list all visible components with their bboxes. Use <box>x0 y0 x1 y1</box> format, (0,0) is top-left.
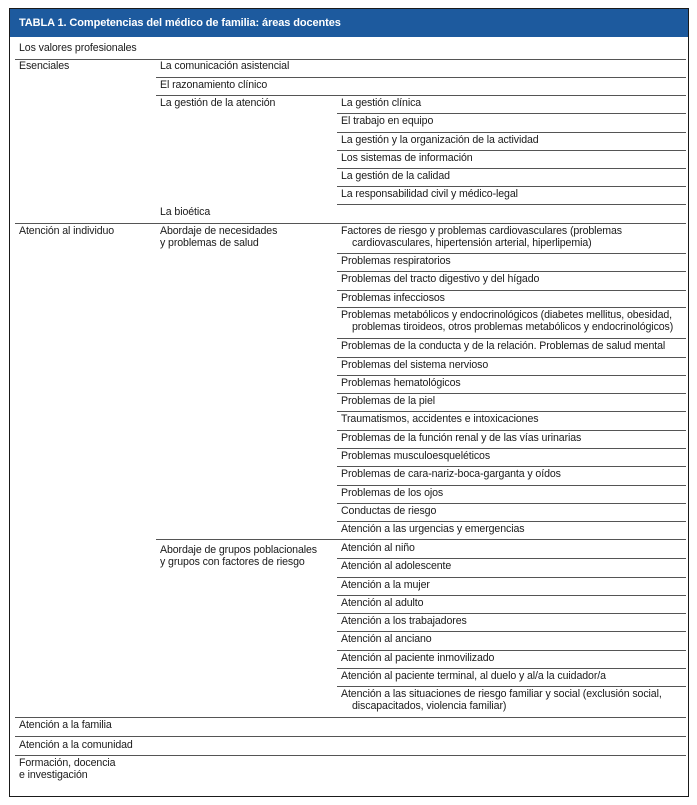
row-divider <box>337 577 686 578</box>
area-valores: Los valores profesionales <box>19 42 137 54</box>
row-divider <box>15 755 686 756</box>
list-item: La gestión de la calidad <box>341 170 450 182</box>
list-item: Problemas hematológicos <box>341 377 461 389</box>
list-item: Traumatismos, accidentes e intoxicaciones <box>341 413 539 425</box>
list-item: Problemas de los ojos <box>341 487 444 499</box>
esencial-gestion-atencion: La gestión de la atención <box>160 97 276 109</box>
list-item: Problemas musculoesqueléticos <box>341 450 491 462</box>
row-divider <box>337 253 686 254</box>
list-item: Factores de riesgo y problemas cardiovasculares (problemas cardiovasculares, hipertensión arterial, hiperlipemia) <box>341 225 622 249</box>
row-divider <box>15 717 686 718</box>
list-item: Atención a las urgencias y emergencias <box>341 523 525 535</box>
row-divider <box>337 204 686 205</box>
row-divider <box>337 271 686 272</box>
row-divider <box>156 77 686 78</box>
list-item: Atención al adulto <box>341 597 424 609</box>
list-item: Atención al anciano <box>341 633 432 645</box>
esencial-bioetica: La bioética <box>160 206 211 218</box>
area-esenciales: Esenciales <box>19 60 70 72</box>
table-title: TABLA 1. Competencias del médico de familia: áreas docentes <box>10 9 688 37</box>
list-item: Problemas infecciosos <box>341 292 445 304</box>
list-item: Problemas de la conducta y de la relación. Problemas de salud mental <box>341 340 666 352</box>
row-divider <box>337 168 686 169</box>
list-item: Atención al niño <box>341 542 415 554</box>
list-item: Problemas de la función renal y de las vías urinarias <box>341 432 582 444</box>
area-familia: Atención a la familia <box>19 719 112 731</box>
area-formacion: Formación, docencia e investigación <box>19 757 116 781</box>
row-divider <box>156 539 686 540</box>
row-divider <box>337 430 686 431</box>
row-divider <box>337 650 686 651</box>
list-item: Conductas de riesgo <box>341 505 437 517</box>
row-divider <box>337 668 686 669</box>
list-item: Atención al paciente terminal, al duelo y al/a la cuidador/a <box>341 670 606 682</box>
list-item: Problemas metabólicos y endocrinológicos (diabetes mellitus, obesidad, problemas tiroideos, otros problemas metabólicos y endocrinológicos) <box>341 309 674 333</box>
row-divider <box>337 631 686 632</box>
row-divider <box>337 466 686 467</box>
area-individuo: Atención al individuo <box>19 225 115 237</box>
esencial-razonamiento: El razonamiento clínico <box>160 79 268 91</box>
row-divider <box>15 223 686 224</box>
list-item: La responsabilidad civil y médico-legal <box>341 188 518 200</box>
row-divider <box>337 113 686 114</box>
area-comunidad: Atención a la comunidad <box>19 739 133 751</box>
row-divider <box>337 290 686 291</box>
row-divider <box>337 357 686 358</box>
row-divider <box>337 613 686 614</box>
list-item: Problemas del sistema nervioso <box>341 359 489 371</box>
row-divider <box>337 595 686 596</box>
row-divider <box>337 132 686 133</box>
individuo-grupos: Abordaje de grupos poblacionales y grupos con factores de riesgo <box>160 544 317 568</box>
list-item: La gestión y la organización de la actividad <box>341 134 539 146</box>
list-item: Problemas de cara-nariz-boca-garganta y oídos <box>341 468 561 480</box>
row-divider <box>337 186 686 187</box>
row-divider <box>337 307 686 308</box>
row-divider <box>15 59 686 60</box>
list-item: Los sistemas de información <box>341 152 473 164</box>
list-item: Atención a los trabajadores <box>341 615 467 627</box>
list-item: Problemas de la piel <box>341 395 435 407</box>
row-divider <box>337 448 686 449</box>
list-item: Atención a la mujer <box>341 579 430 591</box>
list-item: Atención al adolescente <box>341 560 452 572</box>
row-divider <box>337 485 686 486</box>
list-item: La gestión clínica <box>341 97 422 109</box>
row-divider <box>337 150 686 151</box>
list-item: Problemas del tracto digestivo y del hígado <box>341 273 540 285</box>
row-divider <box>337 503 686 504</box>
list-item: Atención a las situaciones de riesgo familiar y social (exclusión social, discapacitados, violencia familiar) <box>341 688 662 712</box>
row-divider <box>337 521 686 522</box>
row-divider <box>337 686 686 687</box>
esencial-comunicacion: La comunicación asistencial <box>160 60 290 72</box>
row-divider <box>337 393 686 394</box>
list-item: Problemas respiratorios <box>341 255 451 267</box>
individuo-necesidades: Abordaje de necesidades y problemas de salud <box>160 225 278 249</box>
row-divider <box>337 411 686 412</box>
row-divider <box>15 736 686 737</box>
list-item: Atención al paciente inmovilizado <box>341 652 495 664</box>
row-divider <box>156 95 686 96</box>
row-divider <box>337 338 686 339</box>
list-item: El trabajo en equipo <box>341 115 434 127</box>
row-divider <box>337 375 686 376</box>
competencies-table <box>9 8 689 797</box>
row-divider <box>337 558 686 559</box>
